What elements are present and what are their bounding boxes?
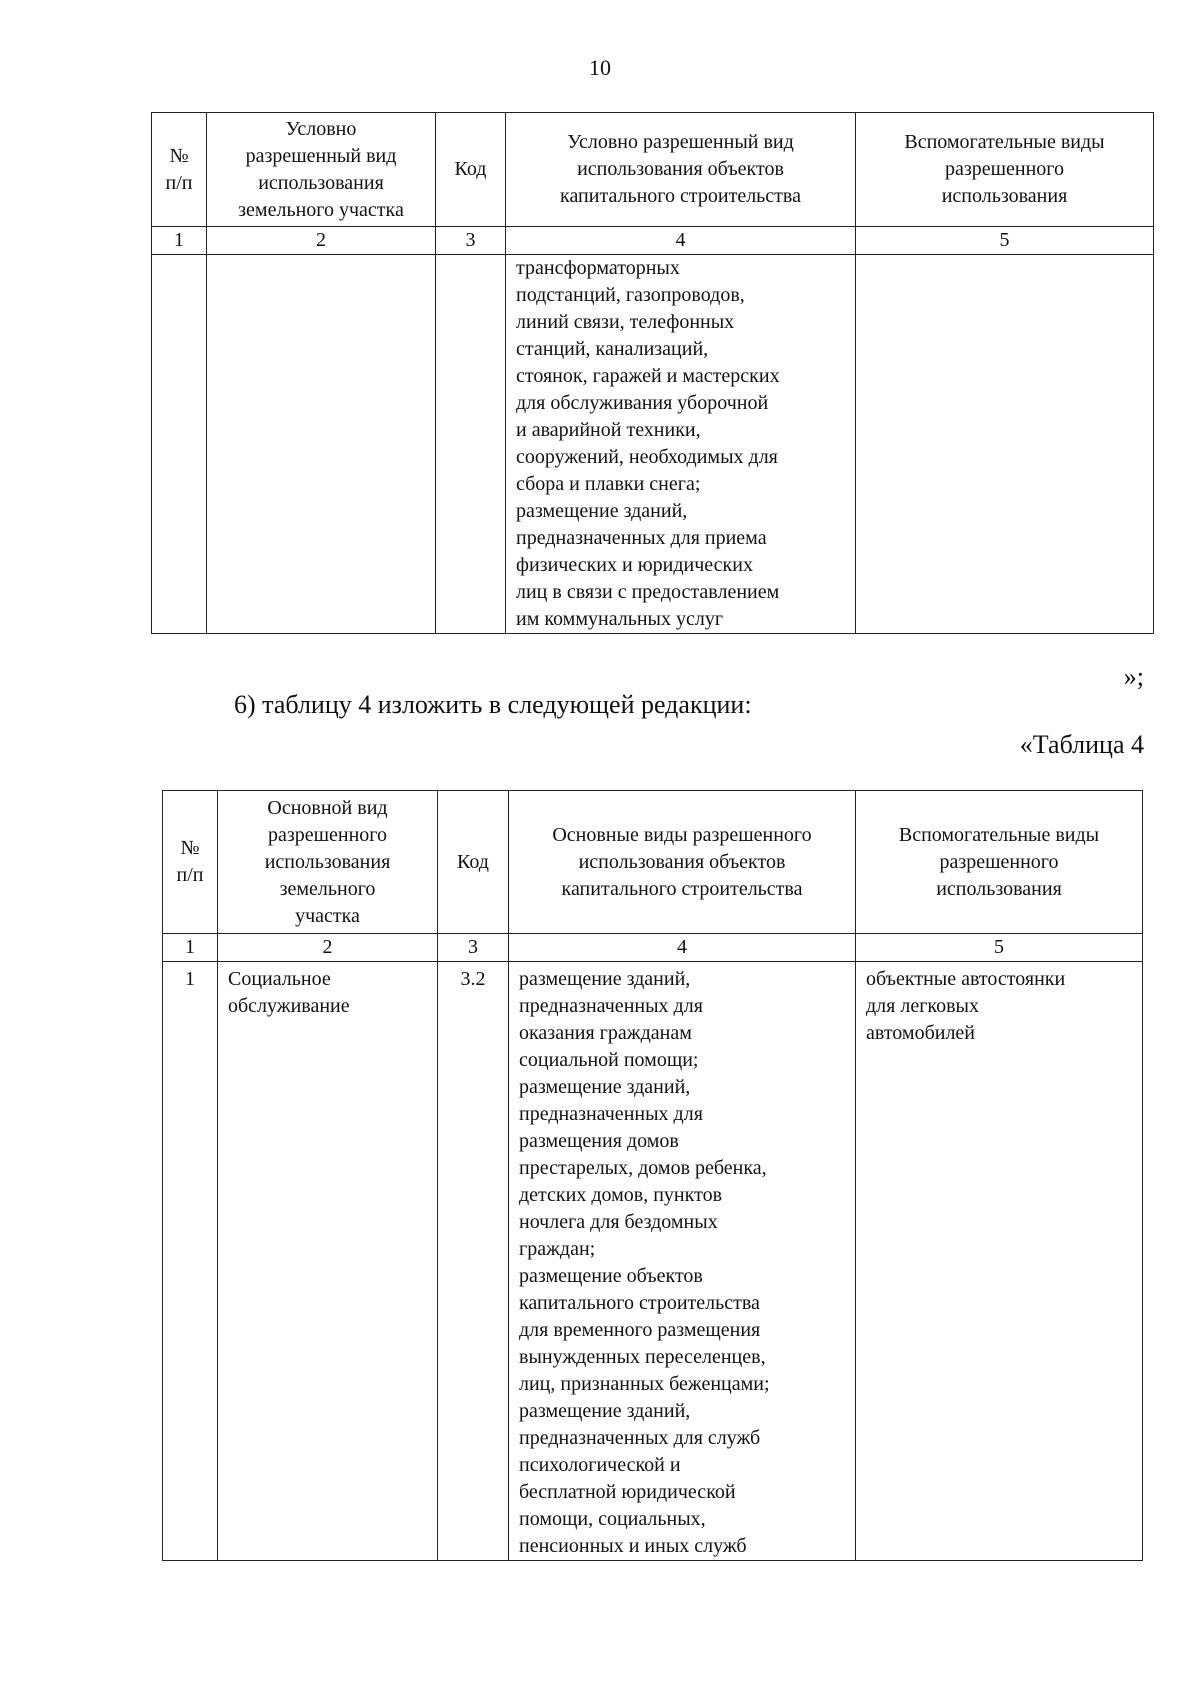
zoning-table-4: [162, 790, 1143, 1561]
text-line: капитального строительства: [519, 1292, 760, 1314]
header-conditional-land-use: [207, 113, 436, 227]
text-line: капитального строительства: [560, 185, 801, 207]
table-header-row: [163, 791, 1143, 934]
text-line: Условно: [285, 117, 357, 140]
text-line: использования: [941, 185, 1068, 207]
text-line: лиц в связи с предоставлением: [516, 581, 780, 603]
cell-land-use: [207, 255, 436, 634]
text-line: оказания гражданам: [519, 1022, 692, 1044]
column-number: 4: [506, 227, 856, 255]
text-line: и аварийной техники,: [516, 419, 701, 441]
text-line: размещение объектов: [519, 1265, 703, 1287]
text-line: престарелых, домов ребенка,: [519, 1157, 767, 1179]
column-number-row: [163, 934, 1143, 962]
cell-auxiliary-use: [856, 255, 1154, 634]
text-line: использования: [258, 171, 384, 194]
text-line: предназначенных для служб: [519, 1427, 761, 1449]
text-line: физических и юридических: [516, 554, 753, 576]
text-line: психологической и: [519, 1454, 681, 1476]
text-line: №: [180, 837, 200, 859]
header-main-land-use: [218, 791, 438, 934]
header-conditional-construction-use: [506, 113, 856, 227]
text-line: лиц, признанных беженцами;: [519, 1373, 770, 1395]
column-number: 5: [856, 934, 1143, 962]
text-line: предназначенных для: [519, 1103, 703, 1125]
cell-construction-use: [506, 255, 856, 634]
table-row: [163, 962, 1143, 1561]
text-line: ночлега для бездомных: [519, 1211, 718, 1233]
text-line: объектные автостоянки: [866, 968, 1066, 990]
text-line: участка: [295, 904, 360, 927]
text-line: капитального строительства: [561, 877, 803, 900]
text-line: трансформаторных: [516, 257, 680, 279]
text-line: предназначенных для: [519, 995, 703, 1017]
page-number: 10: [589, 55, 611, 80]
text-line: станций, канализаций,: [516, 338, 709, 360]
text-line: линий связи, телефонных: [516, 311, 735, 333]
column-number: 5: [856, 227, 1154, 255]
text-line: Вспомогательные виды: [898, 823, 1100, 846]
column-number-row: [152, 227, 1154, 255]
header-code: [438, 791, 509, 934]
text-line: для временного размещения: [519, 1319, 761, 1341]
text-line: социальной помощи;: [519, 1049, 699, 1071]
text-line: предназначенных для приема: [516, 527, 767, 549]
cell-land-use: [218, 962, 438, 1561]
text-line: земельного: [279, 877, 376, 900]
text-line: Вспомогательные виды: [904, 131, 1105, 153]
text-line: им коммунальных услуг: [516, 608, 724, 630]
text-line: размещения домов: [519, 1130, 679, 1152]
column-number: 2: [207, 227, 436, 255]
cell-code: [436, 255, 506, 634]
text-line: для обслуживания уборочной: [516, 392, 769, 414]
text-line: Основной вид: [267, 796, 388, 819]
text-line: размещение зданий,: [516, 500, 688, 522]
table-row: [152, 255, 1154, 634]
text-line: обслуживание: [228, 995, 350, 1017]
column-number: 3: [438, 934, 509, 962]
text-line: использования: [936, 877, 1062, 900]
header-number: [152, 113, 207, 227]
column-number: 1: [163, 934, 218, 962]
text-line: размещение зданий,: [519, 968, 691, 990]
table-caption: «Таблица 4: [1019, 730, 1144, 759]
text-line: использования объектов: [578, 850, 786, 873]
text-line: разрешенного: [944, 158, 1065, 180]
text-line: использования объектов: [577, 158, 784, 180]
cell-number: [152, 255, 207, 634]
text-line: разрешенный вид: [245, 144, 397, 167]
column-number: 3: [436, 227, 506, 255]
amendment-paragraph: 6) таблицу 4 изложить в следующей редакции:: [234, 690, 752, 719]
text-line: использования: [264, 850, 391, 873]
text-line: п/п: [165, 171, 193, 194]
text-line: для легковых: [866, 995, 979, 1017]
text-line: Основные виды разрешенного: [552, 823, 812, 846]
text-line: №: [169, 144, 189, 167]
text-line: Социальное: [228, 968, 331, 990]
text-line: Условно разрешенный вид: [567, 131, 794, 153]
text-line: сбора и плавки снега;: [516, 473, 701, 495]
text-line: стоянок, гаражей и мастерских: [516, 365, 780, 387]
cell-construction-use: [509, 962, 856, 1561]
text-line: размещение зданий,: [519, 1076, 691, 1098]
text-line: разрешенного: [267, 823, 388, 846]
text-line: граждан;: [519, 1238, 596, 1260]
text-line: помощи, социальных,: [519, 1508, 706, 1530]
text-line: автомобилей: [866, 1022, 976, 1044]
text-line: Код: [457, 850, 489, 873]
column-number: 2: [218, 934, 438, 962]
header-number: [163, 791, 218, 934]
text-line: подстанций, газопроводов,: [516, 284, 745, 306]
column-number: 1: [152, 227, 207, 255]
closing-quote-mark: »;: [1123, 662, 1144, 691]
header-auxiliary-use: [856, 791, 1143, 934]
text-line: Код: [454, 158, 487, 180]
text-line: бесплатной юридической: [519, 1481, 736, 1503]
text-line: вынужденных переселенцев,: [519, 1346, 766, 1368]
table-header-row: [152, 113, 1154, 227]
text-line: детских домов, пунктов: [519, 1184, 723, 1206]
header-code: [436, 113, 506, 227]
text-line: сооружений, необходимых для: [516, 446, 778, 468]
cell-number: 1: [163, 962, 218, 1561]
text-line: пенсионных и иных служб: [519, 1535, 747, 1557]
column-number: 4: [509, 934, 856, 962]
text-line: разрешенного: [939, 850, 1059, 873]
zoning-table-continued: [151, 112, 1154, 634]
text-line: п/п: [176, 864, 204, 886]
cell-code: 3.2: [438, 962, 509, 1561]
header-main-construction-use: [509, 791, 856, 934]
text-line: размещение зданий,: [519, 1400, 691, 1422]
header-auxiliary-use: [856, 113, 1154, 227]
cell-auxiliary-use: [856, 962, 1143, 1561]
text-line: земельного участка: [238, 198, 404, 221]
